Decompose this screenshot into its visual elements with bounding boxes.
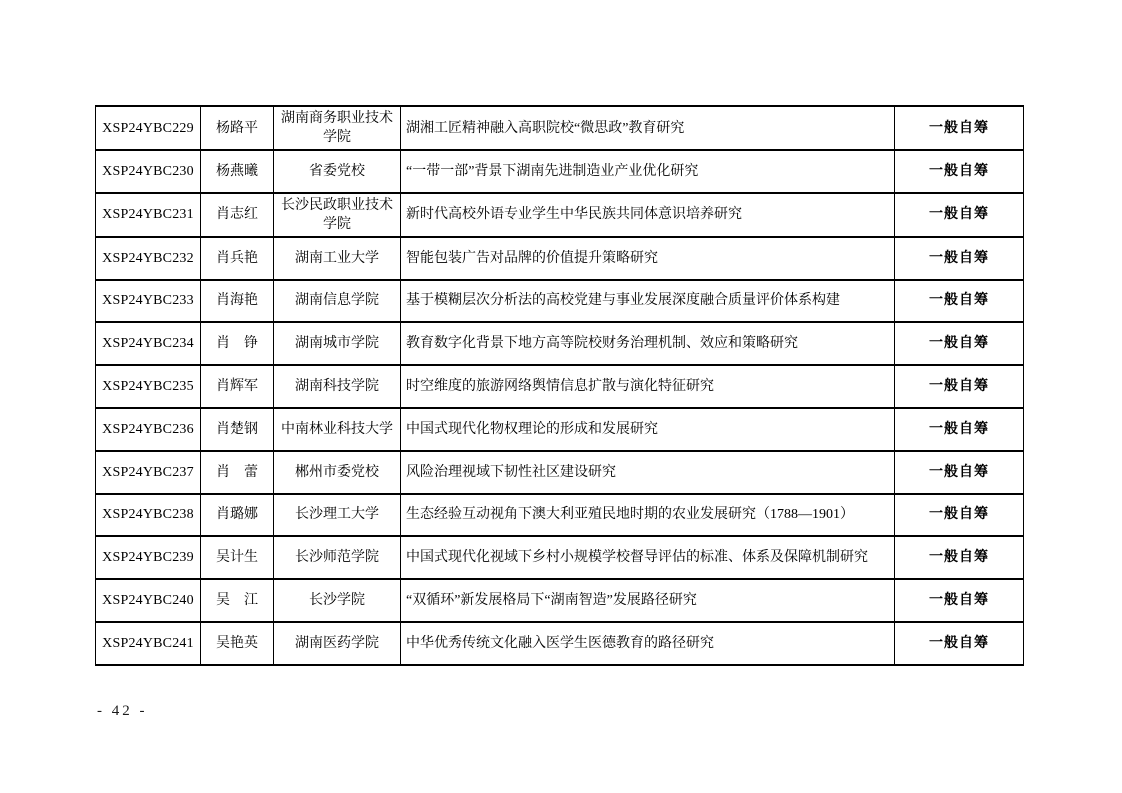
project-title: 教育数字化背景下地方高等院校财务治理机制、效应和策略研究 bbox=[401, 322, 895, 365]
applicant-name: 肖辉军 bbox=[201, 365, 274, 408]
project-title: 生态经验互动视角下澳大利亚殖民地时期的农业发展研究（1788—1901） bbox=[401, 494, 895, 537]
applicant-name: 肖 蕾 bbox=[201, 451, 274, 494]
institution: 湖南工业大学 bbox=[274, 237, 401, 280]
funding-type: 一般自筹 bbox=[895, 622, 1024, 665]
institution: 湖南信息学院 bbox=[274, 280, 401, 323]
table-row bbox=[96, 622, 1024, 665]
table-row bbox=[96, 494, 1024, 537]
applicant-name: 杨路平 bbox=[201, 106, 274, 150]
project-id: XSP24YBC238 bbox=[96, 494, 201, 537]
project-title: 中国式现代化视域下乡村小规模学校督导评估的标准、体系及保障机制研究 bbox=[401, 536, 895, 579]
project-title: 基于模糊层次分析法的高校党建与事业发展深度融合质量评价体系构建 bbox=[401, 280, 895, 323]
table-row bbox=[96, 579, 1024, 622]
funding-type: 一般自筹 bbox=[895, 280, 1024, 323]
institution: 湖南城市学院 bbox=[274, 322, 401, 365]
project-title: 中华优秀传统文化融入医学生医德教育的路径研究 bbox=[401, 622, 895, 665]
project-title: 新时代高校外语专业学生中华民族共同体意识培养研究 bbox=[401, 193, 895, 237]
funding-type: 一般自筹 bbox=[895, 150, 1024, 193]
funding-type: 一般自筹 bbox=[895, 579, 1024, 622]
applicant-name: 肖璐娜 bbox=[201, 494, 274, 537]
project-id: XSP24YBC235 bbox=[96, 365, 201, 408]
table-row bbox=[96, 106, 1024, 150]
applicant-name: 吴艳英 bbox=[201, 622, 274, 665]
applicant-name: 肖 铮 bbox=[201, 322, 274, 365]
page-number: - 42 - bbox=[97, 703, 148, 719]
table-row bbox=[96, 322, 1024, 365]
applicant-name: 杨燕曦 bbox=[201, 150, 274, 193]
institution: 长沙师范学院 bbox=[274, 536, 401, 579]
funding-type: 一般自筹 bbox=[895, 451, 1024, 494]
project-id: XSP24YBC231 bbox=[96, 193, 201, 237]
institution: 长沙理工大学 bbox=[274, 494, 401, 537]
project-id: XSP24YBC234 bbox=[96, 322, 201, 365]
project-id: XSP24YBC240 bbox=[96, 579, 201, 622]
funding-type: 一般自筹 bbox=[895, 408, 1024, 451]
funding-type: 一般自筹 bbox=[895, 494, 1024, 537]
project-id: XSP24YBC229 bbox=[96, 106, 201, 150]
funding-type: 一般自筹 bbox=[895, 322, 1024, 365]
applicant-name: 肖海艳 bbox=[201, 280, 274, 323]
table-row bbox=[96, 408, 1024, 451]
funding-type: 一般自筹 bbox=[895, 106, 1024, 150]
funding-type: 一般自筹 bbox=[895, 536, 1024, 579]
table-row bbox=[96, 150, 1024, 193]
institution: 郴州市委党校 bbox=[274, 451, 401, 494]
institution: 湖南医药学院 bbox=[274, 622, 401, 665]
project-title: “双循环”新发展格局下“湖南智造”发展路径研究 bbox=[401, 579, 895, 622]
table-row bbox=[96, 536, 1024, 579]
institution: 省委党校 bbox=[274, 150, 401, 193]
funding-type: 一般自筹 bbox=[895, 365, 1024, 408]
project-title: 时空维度的旅游网络舆情信息扩散与演化特征研究 bbox=[401, 365, 895, 408]
project-id: XSP24YBC236 bbox=[96, 408, 201, 451]
applicant-name: 肖兵艳 bbox=[201, 237, 274, 280]
table-row bbox=[96, 451, 1024, 494]
applicant-name: 肖楚钢 bbox=[201, 408, 274, 451]
project-title: “一带一部”背景下湖南先进制造业产业优化研究 bbox=[401, 150, 895, 193]
project-id: XSP24YBC239 bbox=[96, 536, 201, 579]
institution: 湖南商务职业技术学院 bbox=[274, 106, 401, 150]
project-title: 中国式现代化物权理论的形成和发展研究 bbox=[401, 408, 895, 451]
table-row bbox=[96, 280, 1024, 323]
project-title: 智能包装广告对品牌的价值提升策略研究 bbox=[401, 237, 895, 280]
institution: 中南林业科技大学 bbox=[274, 408, 401, 451]
project-id: XSP24YBC233 bbox=[96, 280, 201, 323]
project-id: XSP24YBC232 bbox=[96, 237, 201, 280]
project-id: XSP24YBC241 bbox=[96, 622, 201, 665]
applicant-name: 吴计生 bbox=[201, 536, 274, 579]
project-id: XSP24YBC230 bbox=[96, 150, 201, 193]
applicant-name: 肖志红 bbox=[201, 193, 274, 237]
institution: 长沙民政职业技术学院 bbox=[274, 193, 401, 237]
institution: 长沙学院 bbox=[274, 579, 401, 622]
project-id: XSP24YBC237 bbox=[96, 451, 201, 494]
table-row bbox=[96, 193, 1024, 237]
project-title: 湖湘工匠精神融入高职院校“微思政”教育研究 bbox=[401, 106, 895, 150]
applicant-name: 吴 江 bbox=[201, 579, 274, 622]
funding-type: 一般自筹 bbox=[895, 193, 1024, 237]
table-row bbox=[96, 365, 1024, 408]
institution: 湖南科技学院 bbox=[274, 365, 401, 408]
table-row bbox=[96, 237, 1024, 280]
funding-type: 一般自筹 bbox=[895, 237, 1024, 280]
project-approval-table bbox=[95, 105, 1024, 666]
project-title: 风险治理视域下韧性社区建设研究 bbox=[401, 451, 895, 494]
